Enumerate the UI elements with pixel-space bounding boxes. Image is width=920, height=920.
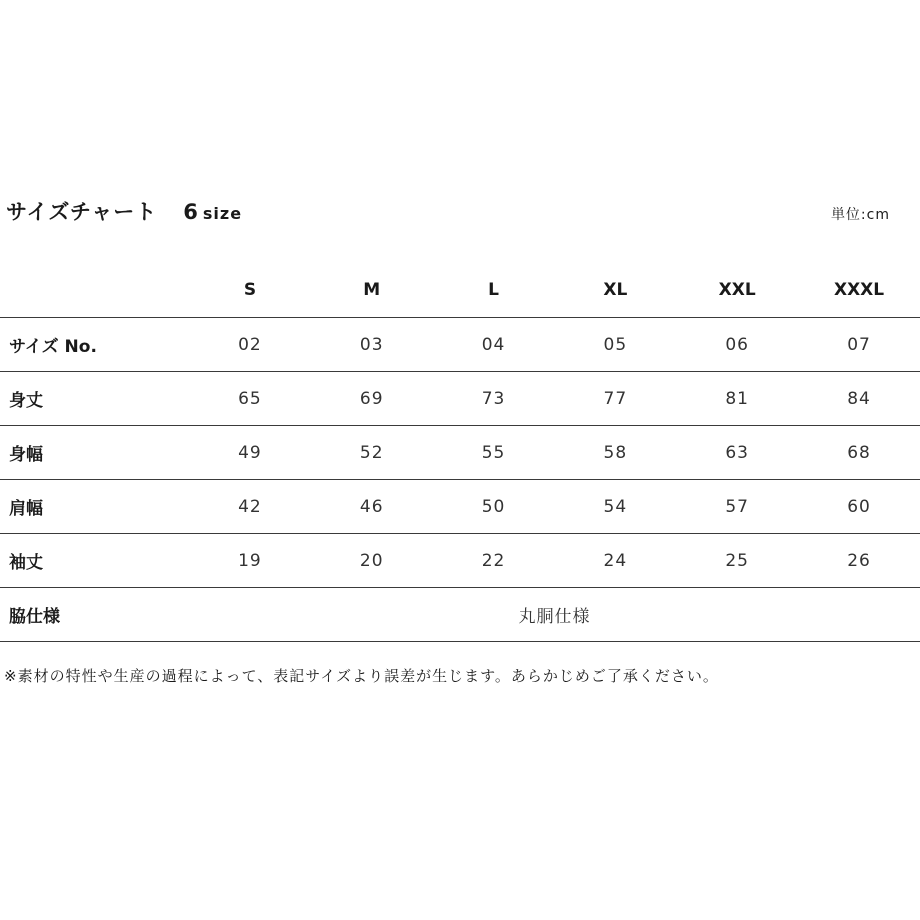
size-header-cell: S — [243, 279, 257, 300]
table-cell: 06 — [725, 334, 749, 355]
row-label: 身丈 — [9, 391, 43, 411]
row-label: 身幅 — [9, 445, 43, 465]
size-table — [0, 262, 920, 642]
table-row — [0, 426, 920, 480]
table-cell: 46 — [359, 496, 384, 517]
table-cell: 26 — [847, 550, 871, 571]
table-cell: 54 — [603, 496, 628, 517]
header-corner — [0, 262, 189, 318]
table-cell: 04 — [481, 334, 506, 355]
size-header-cell: XXXL — [833, 279, 885, 300]
table-cell: 22 — [481, 550, 506, 571]
table-row — [0, 534, 920, 588]
table-row — [0, 480, 920, 534]
table-cell: 19 — [238, 550, 262, 571]
table-cell: 52 — [359, 442, 384, 463]
row-label: 脇仕様 — [9, 607, 60, 627]
table-cell: 63 — [725, 442, 749, 463]
table-cell: 57 — [725, 496, 749, 517]
row-label: 肩幅 — [9, 499, 43, 519]
side-spec-value: 丸胴仕様 — [518, 607, 591, 627]
table-cell: 77 — [603, 388, 628, 409]
row-label: サイズ No. — [9, 337, 97, 357]
size-header-cell: XXL — [718, 279, 756, 300]
table-cell: 05 — [603, 334, 628, 355]
table-cell: 84 — [847, 388, 871, 409]
table-cell: 69 — [359, 388, 384, 409]
size-header-cell: XL — [603, 279, 628, 300]
size-header-row — [0, 262, 920, 318]
table-cell: 42 — [238, 496, 262, 517]
table-cell: 81 — [725, 388, 749, 409]
table-cell: 73 — [481, 388, 506, 409]
table-cell: 03 — [359, 334, 384, 355]
size-count: 6 size — [183, 200, 243, 224]
disclaimer-note: ※素材の特性や生産の過程によって、表記サイズより誤差が生じます。あらかじめご了承ください。 — [4, 667, 719, 685]
unit-label: 単位:cm — [830, 207, 890, 223]
row-label: 袖丈 — [9, 553, 43, 573]
table-cell: 60 — [847, 496, 871, 517]
table-cell: 49 — [238, 442, 262, 463]
table-row — [0, 588, 920, 642]
size-header-cell: M — [363, 279, 381, 300]
table-cell: 25 — [725, 550, 749, 571]
table-cell: 24 — [603, 550, 628, 571]
size-chart-title — [6, 196, 242, 226]
table-cell: 65 — [238, 388, 262, 409]
title-text: サイズチャート — [6, 200, 158, 224]
table-cell: 50 — [481, 496, 506, 517]
size-header-cell: L — [488, 279, 499, 300]
table-row — [0, 318, 920, 372]
table-cell: 02 — [238, 334, 262, 355]
table-row — [0, 372, 920, 426]
table-cell: 07 — [847, 334, 871, 355]
table-cell: 20 — [359, 550, 384, 571]
table-cell: 58 — [603, 442, 628, 463]
table-cell: 55 — [481, 442, 506, 463]
table-cell: 68 — [847, 442, 871, 463]
